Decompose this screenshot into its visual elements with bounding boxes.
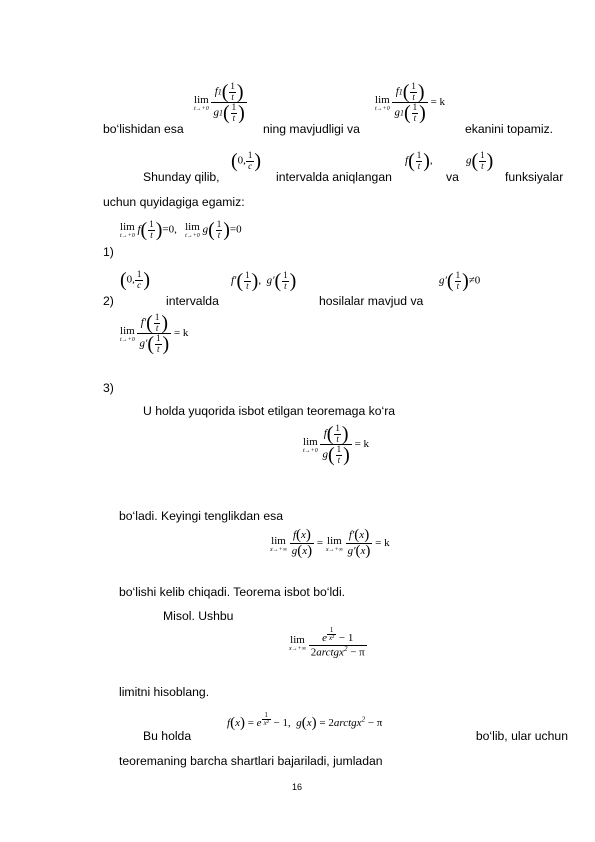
paragraph-1-before: bo‘lishidan esa xyxy=(103,122,184,136)
formula-interval-2: (0, $\frac{1}{c}$ ) xyxy=(120,269,151,291)
paragraph-1-middle: ning mavjudligi va xyxy=(263,122,360,136)
paragraph-7-a: Bu holda xyxy=(143,729,192,743)
formula-limit-ratio-2: lim t→+0 f1( $\frac{1}{t}$ ) g1( $\frac{1}{t}$ ) = k xyxy=(375,81,446,124)
page-number: 16 xyxy=(291,782,302,792)
paragraph-3: U holda yuqorida isbot etilgan teoremaga ko‘ra xyxy=(143,404,396,418)
formula-limit-ratio-1: lim t→+0 f1( $\frac{1}{t}$ ) g1( $\frac{1}{t}$ ) xyxy=(194,81,245,124)
formula-functions-definition: f(x) = e $^{\frac{1}{\text{x²}}}$ − 1, g(x) = 2arctgx$^2$ − π xyxy=(227,711,383,732)
example-heading: Misol. Ushbu xyxy=(163,609,234,623)
formula-item-2-nonzero: g′( $\frac{1}{t}$ )≠0 xyxy=(439,270,481,292)
formula-example-limit: lim x→+∞ e $^{\frac{1}{\text{x²}}}$ − 1 2arctgx$^2$ − π xyxy=(289,626,365,659)
paragraph-2-part1: Shunday qilib, xyxy=(143,170,220,184)
item-3-label: 3) xyxy=(103,381,114,395)
formula-item-1-limits: lim t→+0 f( $\frac{1}{t}$ )=0, lim t→+0 g( $\frac{1}{t}$ )=0 xyxy=(120,219,242,241)
paragraph-4: bo‘ladi. Keyingi tenglikdan esa xyxy=(119,509,283,523)
paragraph-6: limitni hisoblang. xyxy=(119,685,210,699)
paragraph-2-part4: funksiyalar xyxy=(505,170,564,184)
formula-interval-1: (0, $\frac{1}{c}$ ) xyxy=(231,150,262,172)
paragraph-7-line2: teoremaning barcha shartlari bajariladi, jumladan xyxy=(119,754,383,768)
item-2-text-b: hosilalar mavjud va xyxy=(319,294,424,308)
formula-theorem-limit: lim t→+0 f( $\frac{1}{t}$ ) g( $\frac{1}{t}$ ) = k xyxy=(303,423,370,466)
formula-g-of-1-over-t: g( $\frac{1}{t}$ ) xyxy=(466,150,494,172)
formula-item-2-derivatives: f′( $\frac{1}{t}$ ), g′( $\frac{1}{t}$ ) xyxy=(231,270,297,292)
paragraph-2-part3: va xyxy=(446,170,459,184)
paragraph-2-line2: uchun quyidagiga egamiz: xyxy=(103,195,245,209)
formula-item-3-limit: lim t→+0 f′( $\frac{1}{t}$ ) g′( $\frac{1}{t}$ ) = k xyxy=(120,312,189,355)
paragraph-7-b: bo‘lib, ular uchun xyxy=(475,729,568,743)
formula-f-of-1-over-t: f( $\frac{1}{t}$ ), xyxy=(405,150,433,172)
paragraph-5: bo‘lishi kelib chiqadi. Teorema isbot bo‘ldi. xyxy=(119,585,346,599)
item-1-label: 1) xyxy=(103,245,114,259)
formula-equality-limits: lim x→+∞ $\frac{f(x)}{g(x)}$ = lim x→+∞ $\frac{f'(x)}{g'(x)}$ = k xyxy=(270,527,390,559)
paragraph-2-part2: intervalda aniqlangan xyxy=(276,170,392,184)
item-2-text-a: intervalda xyxy=(166,294,219,308)
paragraph-1-after: ekanini topamiz. xyxy=(465,122,554,136)
item-2-label: 2) xyxy=(103,294,114,308)
